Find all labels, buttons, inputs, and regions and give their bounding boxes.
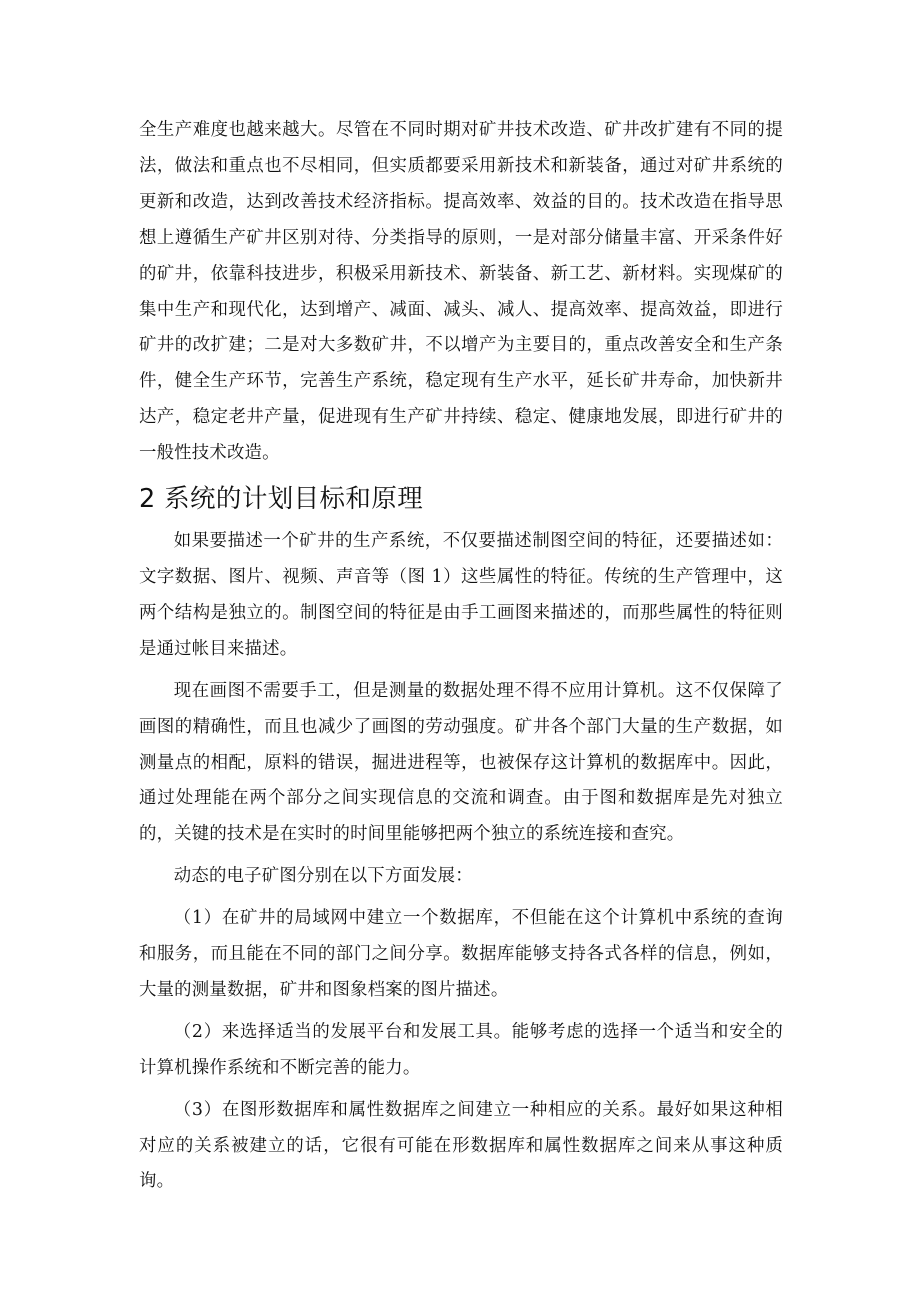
section-heading: 2 系统的计划目标和原理	[139, 484, 424, 515]
body-paragraph-3: 动态的电子矿图分别在以下方面发展：	[173, 866, 473, 887]
intro-paragraph: 全生产难度也越来越大。尽管在不同时期对矿井技术改造、矿井改扩建有不同的提法，做法和重点也不尽相同，但实质都要采用新技术和新装备，通过对矿井系统的更新和改造，达到改善技术经济指标。提高效率、效益的目的。技术改造在指导思想上遵循生产矿井区别对待、分类指导的原则，一是对部分储量丰富、开采条件好的矿井，依靠科技进步，积极采用新技术、新装备、新工艺、新材料。实现煤矿的集中生产和现代化，达到增产、减面、减头、减人、提高效率、提高效益，即进行矿井的改扩建；二是对大多数矿井，不以增产为主要目的，重点改善安全和生产条件，健全生产环节，完善生产系统，稳定现有生产水平，延长矿井寿命，加快新井达产，稳定老井产量，促进现有生产矿井持续、稳定、健康地发展，即进行矿井的一般性技术改造。	[139, 120, 783, 464]
list-item-2: （2）来选择适当的发展平台和发展工具。能够考虑的选择一个适当和安全的计算机操作系统和不断完善的能力。	[139, 1021, 783, 1078]
list-item-1: （1）在矿井的局域网中建立一个数据库，不但能在这个计算机中系统的查询和服务，而且能在不同的部门之间分享。数据库能够支持各式各样的信息，例如，大量的测量数据，矿井和图象档案的图片描述。	[139, 908, 783, 1000]
body-paragraph-2: 现在画图不需要手工，但是测量的数据处理不得不应用计算机。这不仅保障了画图的精确性，而且也减少了画图的劳动强度。矿井各个部门大量的生产数据，如测量点的相配，原料的错误，掘进进程等，也被保存这计算机的数据库中。因此，通过处理能在两个部分之间实现信息的交流和调查。由于图和数据库是先对独立的，关键的技术是在实时的时间里能够把两个独立的系统连接和查究。	[139, 680, 783, 845]
list-item-3: （3）在图形数据库和属性数据库之间建立一种相应的关系。最好如果这种相对应的关系被建立的话，它很有可能在形数据库和属性数据库之间来从事这种质询。	[139, 1099, 783, 1192]
document-body	[139, 113, 783, 1200]
body-paragraph-1: 如果要描述一个矿井的生产系统，不仅要描述制图空间的特征，还要描述如：文字数据、图片、视频、声音等（图 1）这些属性的特征。传统的生产管理中，这两个结构是独立的。制图空间的特征是由手工画图来描述的，而那些属性的特征则是通过帐目来描述。	[139, 531, 783, 659]
